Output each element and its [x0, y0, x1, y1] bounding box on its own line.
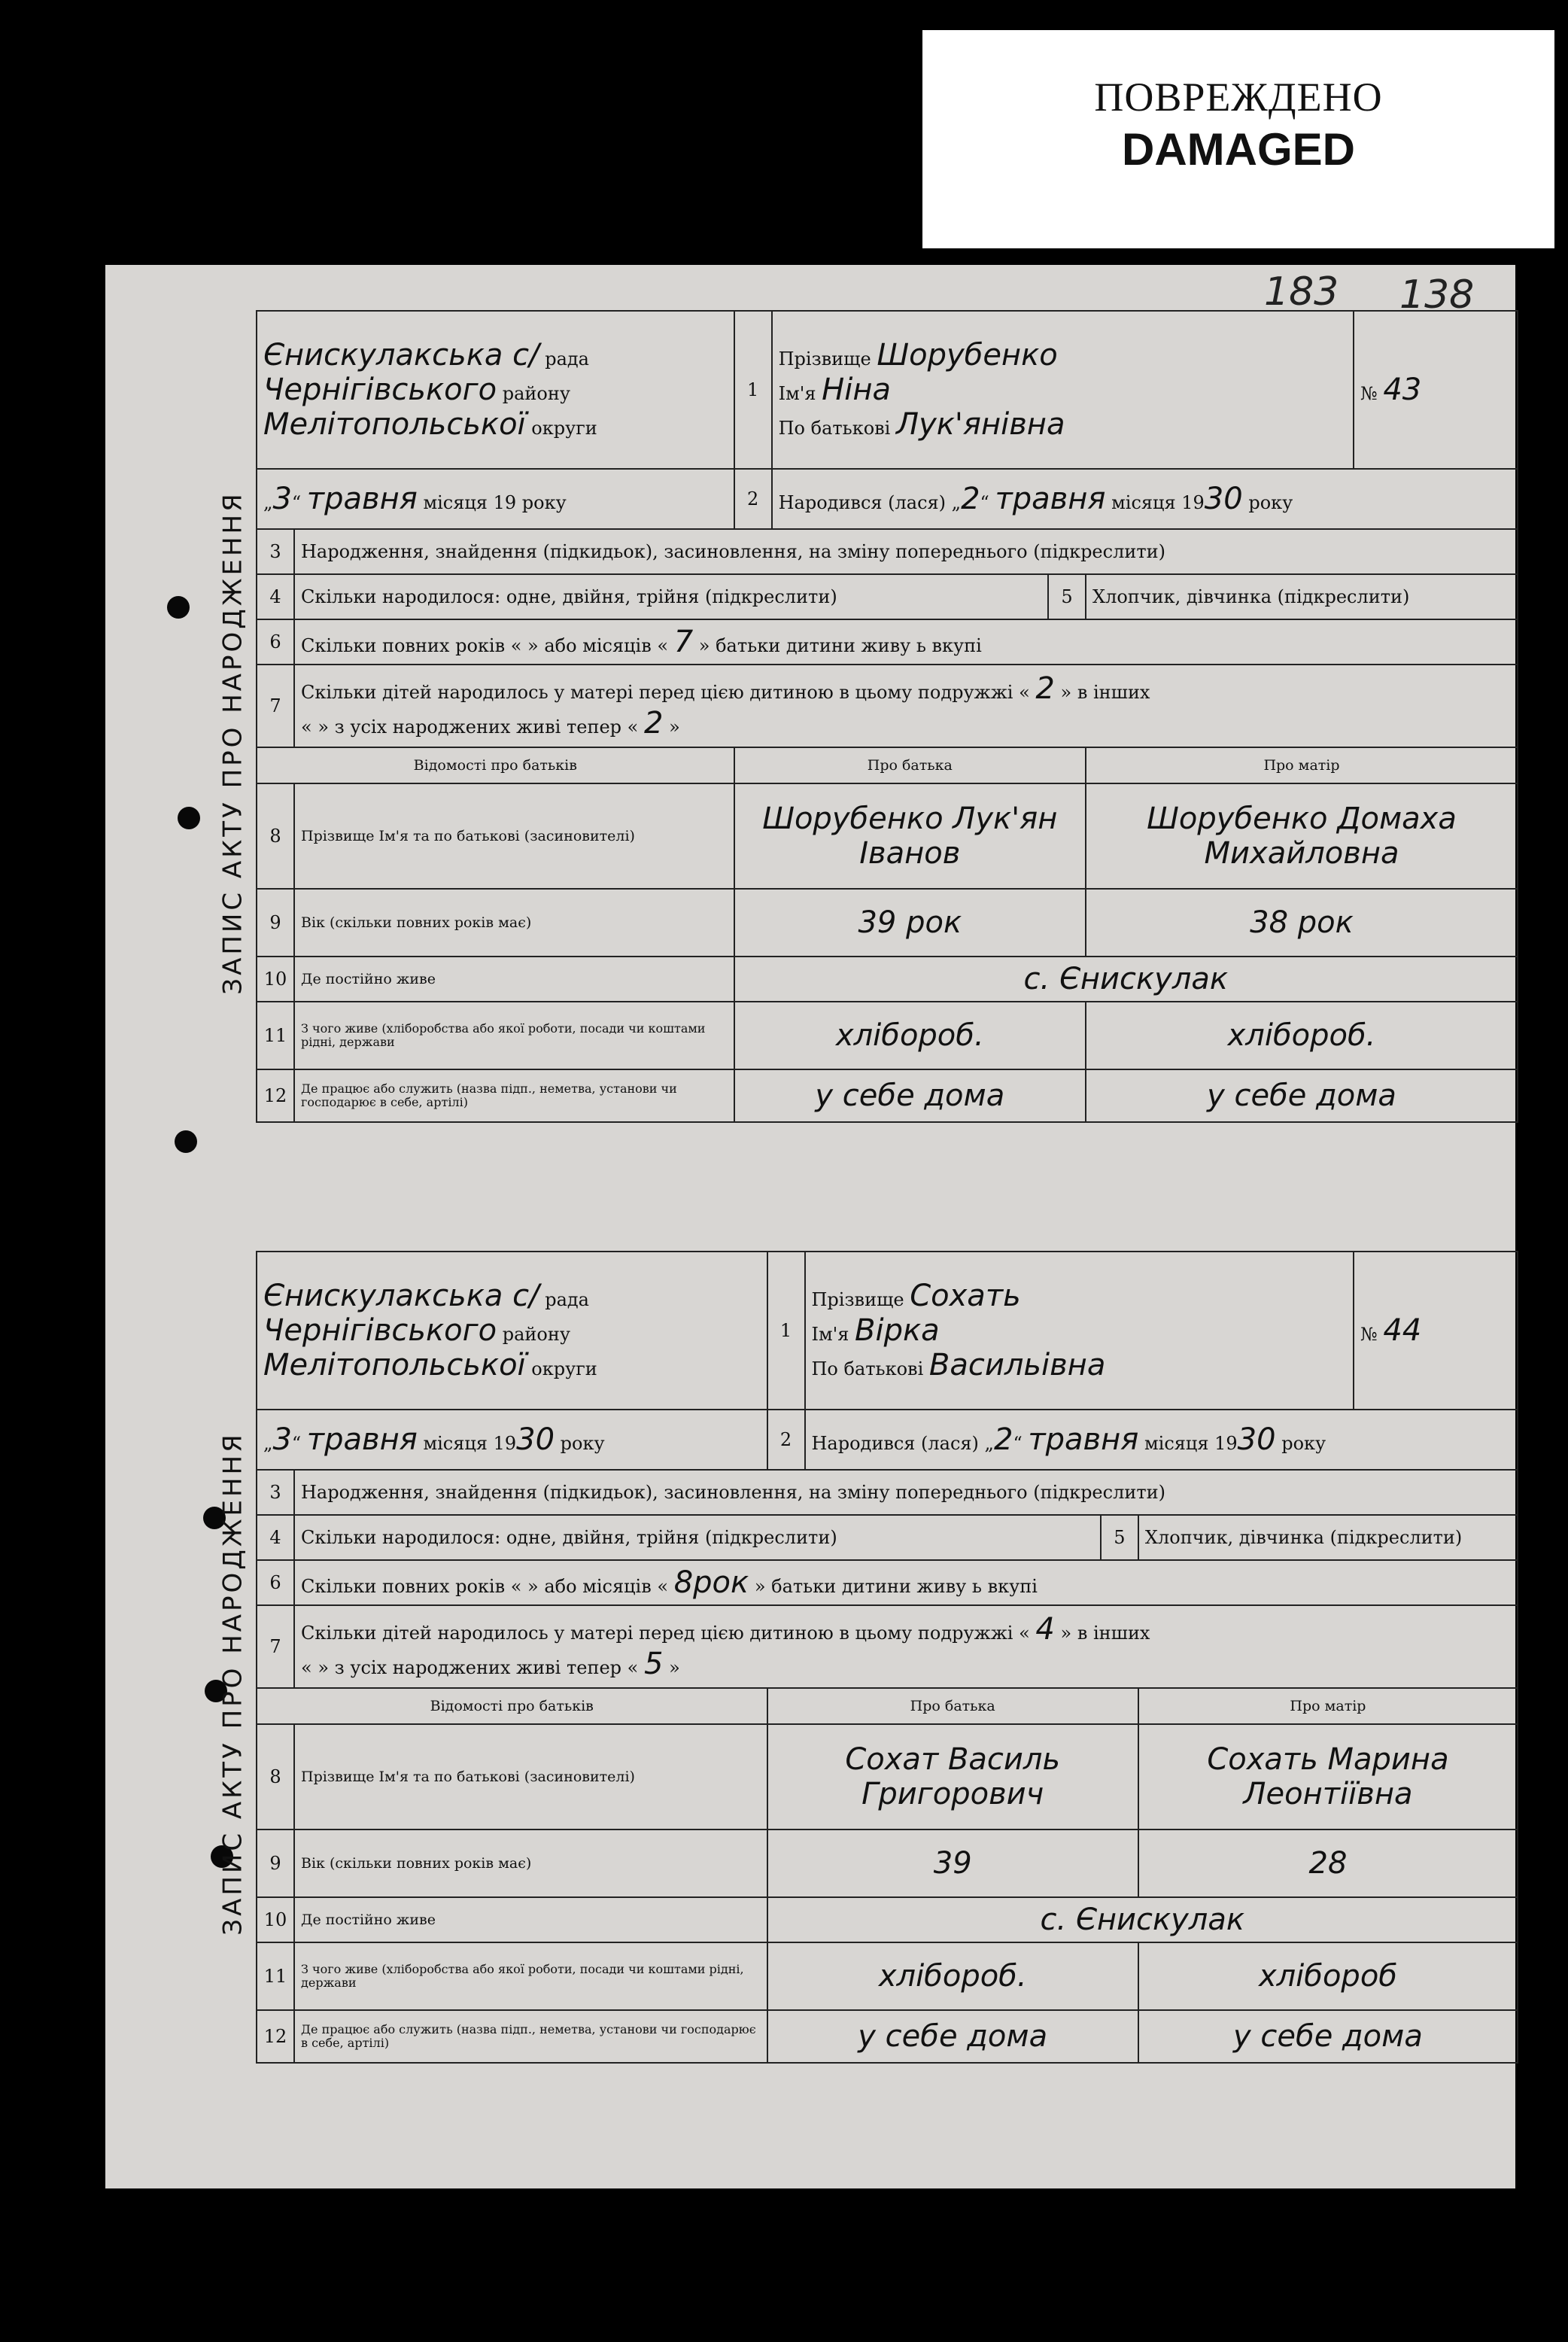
father-occupation: хлібороб. [734, 1002, 1086, 1069]
row5-text: Хлопчик, дівчинка (підкреслити) [1086, 574, 1518, 619]
child-name-cell: Прізвище Шорубенко Ім'я Ніна По батькові Лук'янівна [772, 311, 1354, 469]
page-number-left: 183 [1264, 269, 1339, 315]
punch-hole [167, 596, 190, 619]
record-number: 43 [1383, 373, 1422, 407]
child-patronymic: Лук'янівна [896, 407, 1065, 442]
registration-date-cell: „3“ травня місяця 1930 року [257, 1410, 767, 1470]
q11-label: З чого живе (хліборобства або якої роботи, посади чи коштами рідні, держави [294, 1002, 734, 1069]
q9-label: Вік (скільки повних років має) [294, 889, 734, 957]
record-title-vertical: ЗАПИС АКТУ ПРО НАРОДЖЕННЯ [218, 491, 249, 995]
child-patronymic: Васильівна [928, 1348, 1106, 1382]
raion-value: Чернігівського [263, 373, 497, 407]
record-title-vertical: ЗАПИС АКТУ ПРО НАРОДЖЕННЯ [218, 1431, 249, 1936]
mother-occupation: хлібороб [1138, 1942, 1518, 2010]
father-occupation: хлібороб. [767, 1942, 1138, 2010]
child-name-cell: Прізвище Сохать Ім'я Вірка По батькові Васильівна [805, 1252, 1354, 1410]
rada-cell [257, 311, 734, 469]
q8-label: Прізвище Ім'я та по батькові (засиновителі) [294, 1724, 767, 1829]
mother-name: Шорубенко Домаха Михайловна [1086, 783, 1518, 889]
q12-label: Де працює або служить (назва підп., неметва, установи чи господарює в себе, артілі) [294, 2010, 767, 2063]
q8-label: Прізвище Ім'я та по батькові (засиновителі) [294, 783, 734, 889]
damaged-label-en: DAMAGED [1122, 124, 1355, 175]
child-surname: Шорубенко [877, 338, 1058, 373]
child-name: Ніна [822, 373, 891, 407]
children-before: 2 [1035, 671, 1055, 706]
mother-workplace: у себе дома [1086, 1069, 1518, 1122]
rada-cell: Єнискулакська с/ рада Чернігівського району Мелітопольської округи [257, 1252, 767, 1410]
page-number-right: 138 [1399, 272, 1475, 318]
children-alive: 5 [643, 1647, 664, 1681]
record-form-table: Єнискулакська с/ рада Чернігівського району Мелітопольської округи 1 Прізвище Сохать Ім'я Вірка По батькові Васильівна № 44 „3“ травня місяця 1930 року 2 Народився (лася) „2“ травня місяця 1930 року 3 Народження, знайдення (підкидьок), засиновлення, на зміну попереднього (підкреслити) 4 Скільки народилося: одне, двійня, трійня (підкреслити) 5 Хлопчик, дівчинка (підкреслити) 6 Скільки повних років « » або місяців « 8рок » батьки дитини живу ь вкупі 7 Скільки дітей народилось у матері перед цією дитиною в цьому подружжі « 4 » в інших « » з усіх народжених живі тепер « 5 » Відомості про батьків Про батька Про матір 8 Прізвище Ім'я та по батькові (засиновителі) Сохат Василь Григорович Сохать Марина Леонтіївна 9 Вік (скільки повних років має) 39 28 10 Де постійно живе с. Єнискулак 11 З чого живе (хліборобства або якої роботи, посади чи коштами рідні, держави хлібороб. хлібороб 12 Де працює або служить (назва підп., неметва, установи чи господарює в себе, артілі) у себе дома у себе дома [256, 1251, 1518, 2064]
q10-label: Де постійно живе [294, 957, 734, 1002]
header-mother: Про матір [1138, 1688, 1518, 1724]
rada-value: Єнискулакська с/ [263, 338, 539, 373]
q12-label: Де працює або служить (назва підп., неметва, установи чи господарює в себе, артілі) [294, 1069, 734, 1122]
row3-text: Народження, знайдення (підкидьок), засиновлення, на зміну попереднього (підкреслити) [294, 1470, 1518, 1515]
birth-record-1 [211, 310, 1518, 1401]
record-number: 44 [1383, 1313, 1422, 1348]
row6-text: Скільки повних років « » або місяців « 8рок » батьки дитини живу ь вкупі [294, 1560, 1518, 1605]
row7-text: Скільки дітей народилось у матері перед цією дитиною в цьому подружжі « 2 » в інших « » з усіх народжених живі тепер « 2 » [294, 665, 1518, 747]
q11-label: З чого живе (хліборобства або якої роботи, посади чи коштами рідні, держави [294, 1942, 767, 2010]
child-name: Вірка [855, 1313, 940, 1348]
record-number-cell: № 43 [1354, 311, 1518, 469]
row5-text: Хлопчик, дівчинка (підкреслити) [1138, 1515, 1518, 1560]
header-father: Про батька [767, 1688, 1138, 1724]
q9-label: Вік (скільки повних років має) [294, 1829, 767, 1897]
birth-record-2 [211, 1251, 1518, 2342]
rada-value: Єнискулакська с/ [263, 1279, 539, 1313]
header-father: Про батька [734, 747, 1086, 783]
birth-date-cell: Народився (лася) „2“ травня місяця 1930 року [772, 469, 1518, 529]
rada-label: рада [545, 348, 589, 370]
residence: с. Єнискулак [767, 1897, 1518, 1942]
row4-text: Скільки народилося: одне, двійня, трійня (підкреслити) [294, 574, 1048, 619]
header-mother: Про матір [1086, 747, 1518, 783]
mother-age: 28 [1138, 1829, 1518, 1897]
mother-age: 38 рок [1086, 889, 1518, 957]
row7-text: Скільки дітей народилось у матері перед цією дитиною в цьому подружжі « 4 » в інших « » з усіх народжених живі тепер « 5 » [294, 1605, 1518, 1688]
children-alive: 2 [643, 706, 664, 741]
father-workplace: у себе дома [734, 1069, 1086, 1122]
header-parents: Відомості про батьків [257, 747, 734, 783]
registration-date-cell: „3“ травня місяця 19 року [257, 469, 734, 529]
mother-name: Сохать Марина Леонтіївна [1138, 1724, 1518, 1829]
record-number-cell: № 44 [1354, 1252, 1518, 1410]
months-together: 7 [673, 625, 694, 659]
birth-date-cell: Народився (лася) „2“ травня місяця 1930 року [805, 1410, 1518, 1470]
damaged-label-ru: ПОВРЕЖДЕНО [1094, 75, 1383, 120]
record-form-table: Єнискулакська с/ рада Чернігівського району Мелітопольської округи 1 Прізвище Шорубенко Ім'я Ніна По батькові Лук'янівна № 43 „3“ травня місяця 19 року 2 Народився (лася) „2“ травня місяця 1930 року 3 Народження, знайдення (підкидьок), засиновлення, на зміну попереднього (підкреслити) 4 Скільки народилося: одне, двійня, трійня (підкреслити) 5 Хлопчик, дівчинка (підкреслити) 6 Скільки повних років « » або місяців « 7 » батьки дитини живу ь вкупі 7 Скільки дітей народилось у матері перед цією дитиною в цьому подружжі « 2 » в інших « » з усіх народжених живі тепер « 2 » Відомості про батьків Про батька Про матір 8 Прізвище Ім'я та по батькові (засиновителі) Шорубенко Лук'ян Іванов Шорубенко Домаха Михайловна 9 Вік (скільки повних років має) 39 рок 38 рок 10 Де постійно живе с. Єнискулак 11 З чого живе (хліборобства або якої роботи, посади чи коштами рідні, держави хлібороб. хлібороб. 12 Де працює або служить (назва підп., неметва, установи чи господарює в себе, артілі) у себе дома у себе дома [256, 310, 1518, 1123]
children-before: 4 [1035, 1612, 1055, 1647]
document-page [105, 265, 1515, 2188]
mother-occupation: хлібороб. [1086, 1002, 1518, 1069]
okruha-value: Мелітопольської [263, 407, 526, 442]
father-name: Сохат Василь Григорович [767, 1724, 1138, 1829]
damaged-label [922, 30, 1554, 248]
row6-text: Скільки повних років « » або місяців « 7 » батьки дитини живу ь вкупі [294, 619, 1518, 665]
father-workplace: у себе дома [767, 2010, 1138, 2063]
father-age: 39 рок [734, 889, 1086, 957]
punch-hole [178, 807, 200, 829]
mother-workplace: у себе дома [1138, 2010, 1518, 2063]
raion-value: Чернігівського [263, 1313, 497, 1348]
raion-label: району [502, 383, 570, 404]
row-number: 1 [734, 311, 772, 469]
row3-text: Народження, знайдення (підкидьок), засиновлення, на зміну попереднього (підкреслити) [294, 529, 1518, 574]
father-age: 39 [767, 1829, 1138, 1897]
okruha-value: Мелітопольської [263, 1348, 526, 1382]
father-name: Шорубенко Лук'ян Іванов [734, 783, 1086, 889]
punch-hole [175, 1130, 197, 1153]
row4-text: Скільки народилося: одне, двійня, трійня (підкреслити) [294, 1515, 1101, 1560]
months-together: 8рок [673, 1565, 749, 1600]
header-parents: Відомості про батьків [257, 1688, 767, 1724]
q10-label: Де постійно живе [294, 1897, 767, 1942]
residence: с. Єнискулак [734, 957, 1518, 1002]
child-surname: Сохать [910, 1279, 1021, 1313]
okruhy-label: округи [531, 418, 597, 439]
